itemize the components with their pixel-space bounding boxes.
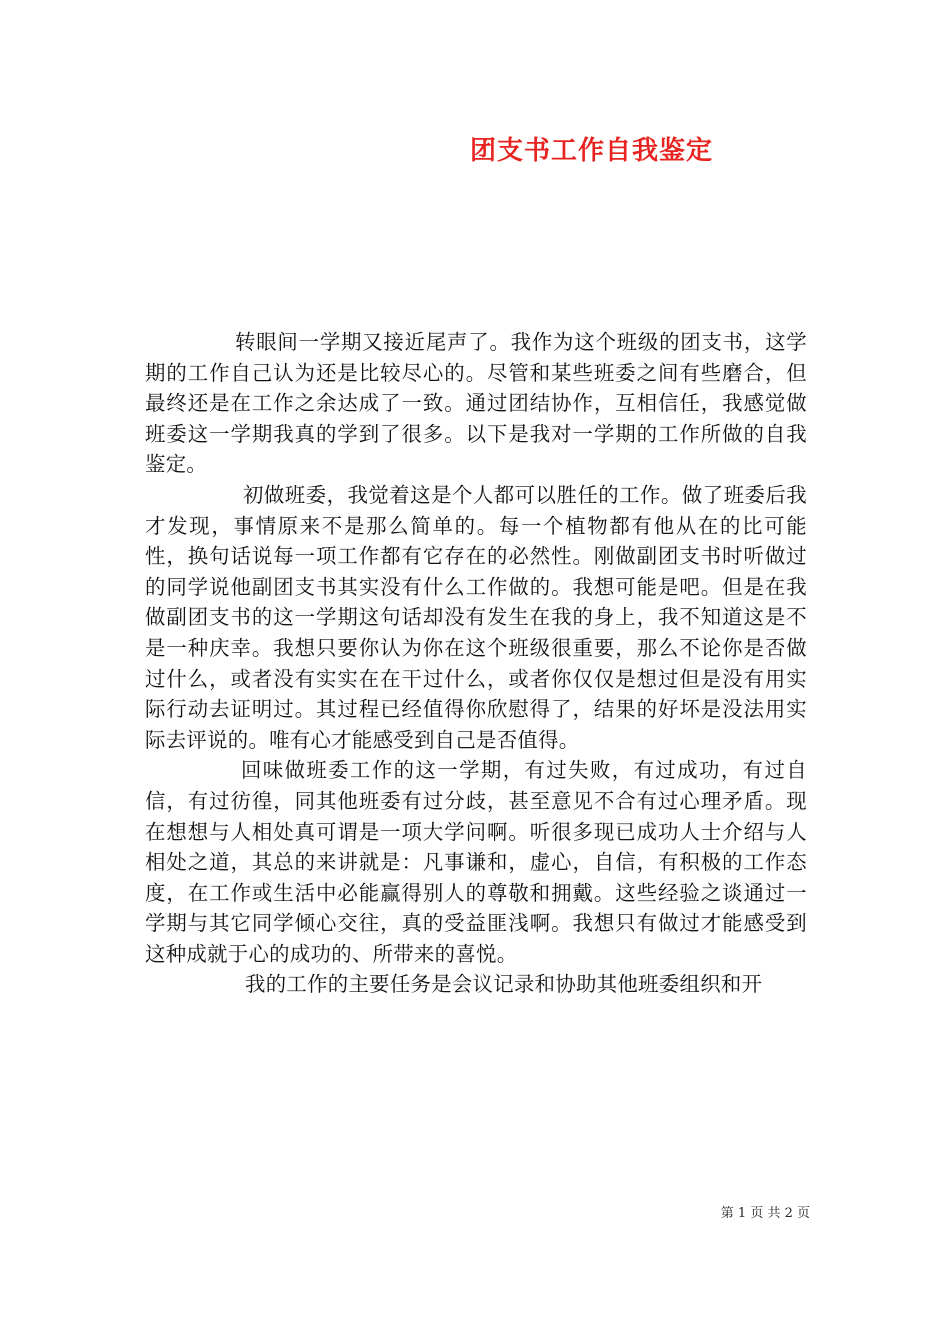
document-body [145, 327, 807, 1000]
paragraph-3: 回味做班委工作的这一学期，有过失败，有过成功，有过自信，有过彷徨，同其他班委有过分歧，甚至意见不合有过心理矛盾。现在想想与人相处真可谓是一项大学问啊。听很多现已成功人士介绍与人相处之道，其总的来讲就是：凡事谦和，虚心，自信，有积极的工作态度，在工作或生活中必能赢得别人的尊敬和拥戴。这些经验之谈通过一学期与其它同学倾心交往，真的受益匪浅啊。我想只有做过才能感受到这种成就于心的成功的、所带来的喜悦。 [145, 758, 807, 966]
paragraph-2: 初做班委，我觉着这是个人都可以胜任的工作。做了班委后我才发现，事情原来不是那么简单的。每一个植物都有他从在的比可能性，换句话说每一项工作都有它存在的必然性。刚做副团支书时听做过的同学说他副团支书其实没有什么工作做的。我想可能是吧。但是在我做副团支书的这一学期这句话却没有发生在我的身上，我不知道这是不是一种庆幸。我想只要你认为你在这个班级很重要，那么不论你是否做过什么，或者没有实实在在干过什么，或者你仅仅是想过但是没有用实际行动去证明过。其过程已经值得你欣慰得了，结果的好坏是没法用实际去评说的。唯有心才能感受到自己是否值得。 [145, 482, 807, 752]
document-title: 团支书工作自我鉴定 [470, 136, 714, 166]
page-number-footer: 第 1 页 共 2 页 [720, 1206, 810, 1221]
paragraph-4: 我的工作的主要任务是会议记录和协助其他班委组织和开 [245, 972, 763, 997]
paragraph-1: 转眼间一学期又接近尾声了。我作为这个班级的团支书，这学期的工作自己认为还是比较尽心的。尽管和某些班委之间有些磨合，但最终还是在工作之余达成了一致。通过团结协作，互相信任，我感觉做班委这一学期我真的学到了很多。以下是我对一学期的工作所做的自我鉴定。 [145, 330, 807, 477]
